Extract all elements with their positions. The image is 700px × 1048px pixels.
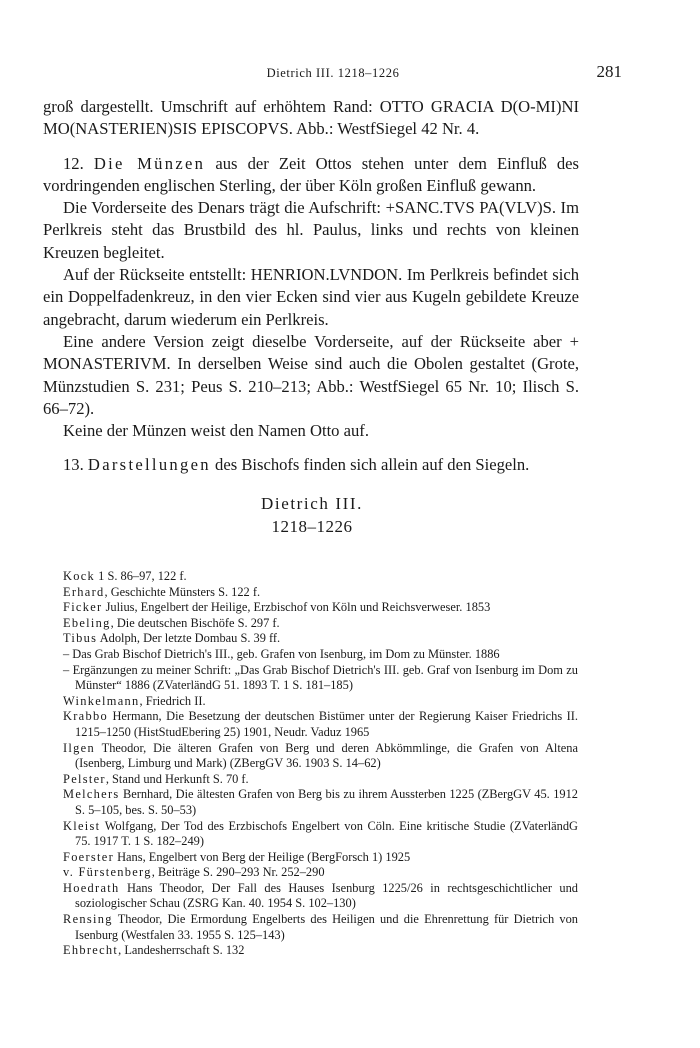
bibliography-entry	[63, 850, 578, 866]
bibliography-author: Kleist	[63, 818, 101, 833]
bibliography-author: Ficker	[63, 600, 103, 615]
section-number-12: 12.	[63, 153, 84, 173]
bibliography-author: Winkelmann	[63, 693, 140, 708]
bibliography-author: Foerster	[63, 849, 115, 864]
bibliography-entry	[63, 694, 578, 710]
bibliography-text: – Ergänzungen zu meiner Schrift: „Das Grab Bischof Dietrich's III. geb. Graf von Isenburg im Dom zu Münster“ 1886 (ZVaterländG 51. 1893 T. 1 S. 181–185)	[63, 662, 578, 693]
bibliography-text: Adolph, Der letzte Dombau S. 39 ff.	[97, 631, 281, 646]
bibliography-entry	[63, 741, 578, 772]
bibliography-entry	[63, 943, 578, 959]
paragraph-text: aus der Zeit Ottos stehen unter dem Einfluß des vordringenden englischen Sterling, der über Köln großen Einfluß gewann.	[43, 153, 579, 195]
bibliography-author: Melchers	[63, 787, 120, 802]
bibliography-entry	[63, 569, 578, 585]
bibliography-author: Krabbo	[63, 709, 108, 724]
bibliography-author: Ilgen	[63, 740, 95, 755]
bibliography-list	[63, 569, 578, 959]
bibliography-text: , Geschichte Münsters S. 122 f.	[104, 584, 261, 599]
section-heading	[0, 492, 624, 538]
spaced-keyword-darstellungen: Darstellungen	[87, 455, 211, 475]
paragraph-coins-intro	[43, 153, 579, 198]
bibliography-text: , Beiträge S. 290–293 Nr. 252–290	[151, 865, 325, 880]
bibliography-text: Julius, Engelbert der Heilige, Erzbischof von Köln und Reichsverweser. 1853	[102, 600, 491, 615]
running-header	[44, 62, 622, 86]
bibliography-entry	[63, 585, 578, 601]
bibliography-text: , Landesherrschaft S. 132	[118, 943, 245, 958]
bibliography-entry	[63, 631, 578, 647]
bibliography-entry	[63, 787, 578, 818]
paragraph-obverse: Die Vorderseite des Denars trägt die Aufschrift: +SANC.TVS PA(VLV)S. Im Perlkreis steht das Brustbild des hl. Paulus, links und rechts von kleinen Kreuzen begleitet.	[43, 198, 579, 262]
paragraph-reverse: Auf der Rückseite entstellt: HENRION.LVNDON. Im Perlkreis befindet sich ein Doppelfadenkreuz, in den vier Ecken sind vier aus Kugeln gebildete Kreuze angebracht, darum wiederum ein Perlkreis.	[43, 265, 579, 329]
bibliography-text: Hans Theodor, Der Fall des Hauses Isenburg 1225/26 in rechtsgeschichtlicher und soziologischer Schau (ZSRG Kan. 40. 1954 S. 102–130)	[75, 880, 578, 911]
bibliography-entry	[63, 865, 578, 881]
bibliography-entry	[63, 663, 578, 694]
main-text	[43, 96, 579, 477]
bibliography-text: Hermann, Die Besetzung der deutschen Bistümer unter der Regierung Kaiser Friedrichs II. 1215–1250 (HistStudEbering 25) 1901, Neudr. Vaduz 1965	[75, 709, 578, 739]
bibliography-entry	[63, 881, 578, 912]
bibliography-entry	[63, 912, 578, 943]
bibliography-entry	[63, 819, 578, 850]
bibliography-text: Bernhard, Die ältesten Grafen von Berg bis zu ihrem Aussterben 1225 (ZBergGV 45. 1912 S. 5–105, bes. S. 50–53)	[75, 787, 578, 817]
bibliography-author: Rensing	[63, 912, 113, 927]
paragraph-other-version: Eine andere Version zeigt dieselbe Vorderseite, auf der Rückseite aber + MONASTERIVM. In derselben Weise sind auch die Obolen gestaltet (Grote, Münzstudien S. 231; Peus S. 210–213; Abb.: WestfSiegel 65 Nr. 10; Ilisch S. 66–72).	[43, 331, 579, 418]
bibliography-author: Hoedrath	[63, 880, 120, 895]
running-title: Dietrich III. 1218–1226	[266, 66, 400, 80]
bibliography-author: Erhard	[63, 584, 105, 599]
section-number-13: 13.	[63, 455, 84, 475]
bibliography-text: , Friedrich II.	[139, 693, 206, 708]
bibliography-text: Wolfgang, Der Tod des Erzbischofs Engelbert von Cöln. Eine kritische Studie (ZVaterländG 75. 1917 T. 1 S. 182–249)	[75, 818, 578, 849]
paragraph-seal-inscription: groß dargestellt. Umschrift auf erhöhtem Rand: OTTO GRACIA D(O-MI)NI MO(NASTERIEN)SIS EPISCOPVS. Abb.: WestfSiegel 42 Nr. 4.	[43, 97, 579, 139]
bibliography-entry	[63, 772, 578, 788]
bibliography-entry	[63, 616, 578, 632]
bibliography-text: – Das Grab Bischof Dietrich's III., geb. Grafen von Isenburg, im Dom zu Münster. 1886	[63, 646, 500, 661]
bibliography-author: Kock	[63, 569, 96, 583]
bibliography-entry	[63, 600, 578, 616]
bibliography-entry	[63, 647, 578, 663]
bibliography-author: Ehbrecht	[63, 943, 119, 958]
page-number: 281	[596, 62, 622, 81]
bishop-name: Dietrich III.	[261, 494, 363, 513]
bibliography-text: , Die deutschen Bischöfe S. 297 f.	[110, 615, 280, 630]
paragraph-depictions	[43, 454, 579, 476]
bibliography-author: v. Fürstenberg	[63, 865, 152, 880]
bibliography-text: , Stand und Herkunft S. 70 f.	[105, 771, 249, 786]
bibliography-author: Tibus	[63, 631, 98, 646]
bibliography-author: Pelster	[63, 771, 106, 786]
bibliography-text: 1 S. 86–97, 122 f.	[95, 569, 187, 583]
bibliography-author: Ebeling	[63, 615, 111, 630]
bibliography-text: Theodor, Die Ermordung Engelberts des Heiligen und die Ehrenrettung für Dietrich von Isenburg (Westfalen 33. 1955 S. 125–143)	[75, 912, 578, 942]
paragraph-text: des Bischofs finden sich allein auf den Siegeln.	[215, 455, 530, 475]
bibliography-entry	[63, 709, 578, 740]
bibliography-text: Theodor, Die älteren Grafen von Berg und deren Abkömmlinge, die Grafen von Altena (Isenberg, Limburg und Mark) (ZBergGV 36. 1903 S. 14–62)	[75, 740, 578, 771]
bibliography-text: Hans, Engelbert von Berg der Heilige (BergForsch 1) 1925	[114, 849, 411, 864]
bishop-years: 1218–1226	[271, 517, 353, 536]
spaced-keyword-muenzen: Die Münzen	[93, 153, 206, 173]
paragraph-no-name: Keine der Münzen weist den Namen Otto auf.	[63, 421, 369, 441]
